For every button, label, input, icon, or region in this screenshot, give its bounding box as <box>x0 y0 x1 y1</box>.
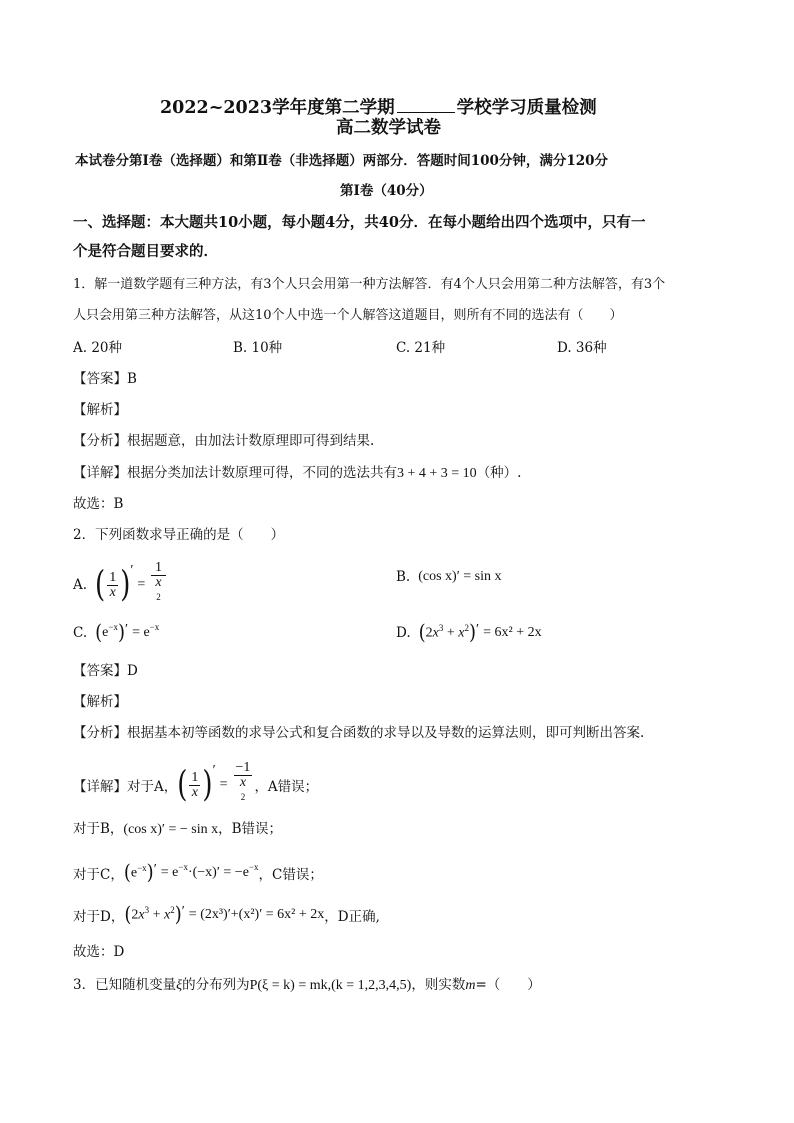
section-heading-line2: 个是符合题目要求的． <box>73 243 218 260</box>
q1-option-c: C. 21种 <box>396 340 446 356</box>
q2-option-a: A. ( $\frac{1}{x}$ ) ′ = 1 x $^2$ <box>73 561 168 610</box>
detail-text: 根据分类加法计数原理可得，不同的选法共有 <box>127 465 397 481</box>
exam-title <box>160 98 597 117</box>
q3-stem: 3．已知随机变量ξ的分布列为P(ξ = k) = mk,(k = 1,2,3,4,5)，则实数m=（ ） <box>73 977 541 993</box>
exam-title-right: 学校学习质量检测 <box>456 98 597 118</box>
answer-tag: 【答案】 <box>73 663 127 679</box>
fenxi-text: 根据基本初等函数的求导公式和复合函数的求导以及导数的运算法则，即可判断出答案. <box>127 725 645 741</box>
exam-title-left: 2022~2023学年度第二学期 <box>160 98 395 118</box>
q2-answer <box>73 662 138 680</box>
q2-option-a-label: A. <box>73 577 88 594</box>
q2-option-b-label: B. <box>396 569 411 585</box>
q1-stem-line2: 人只会用第三种方法解答，从这10个人中选一个人解答这道题目，则所有不同的选法有（ ） <box>73 308 623 323</box>
detail-expr: 3 + 4 + 3 = 10 <box>397 466 477 481</box>
section-heading-line1: 一、选择题：本大题共10小题，每小题4分，共40分．在每小题给出四个选项中，只有一 <box>73 214 646 231</box>
q2-detail-a: 【详解】 对于A， ( $\frac{1}{x}$ ) ′ = −1 x $^2$ ，A错误； <box>73 760 319 806</box>
q2-option-d-rhs: = 6x² + 2x <box>483 624 542 640</box>
q1-choose: 故选：B <box>73 496 124 512</box>
q2-choose: 故选：D <box>73 944 125 960</box>
q2-option-c: C. ( e $^{-x}$ ) ′ = e $^{-x}$ <box>73 620 160 645</box>
school-name-blank <box>397 98 455 113</box>
part-title: 第Ⅰ卷（40分） <box>340 183 433 199</box>
exam-intro: 本试卷分第Ⅰ卷（选择题）和第Ⅱ卷（非选择题）两部分．答题时间100分钟，满分120分 <box>75 153 609 169</box>
q2-stem: 2．下列函数求导正确的是（ ） <box>73 527 285 543</box>
fenxi-tag: 【分析】 <box>73 433 127 449</box>
q2-detail-c: 对于C， ( $e^{-x}$ ) ′ = e $^{-x}$ ·(−x)′ = −e $^{-x}$ ，C错误； <box>73 860 323 885</box>
q2-detail-b: 对于B，(cos x)′ = − sin x，B错误； <box>73 821 283 837</box>
q1-stem-line1: 1．解一道数学题有三种方法，有3个人只会用第一种方法解答．有4个人只会用第二种方法解答，有3个 <box>73 277 666 292</box>
fenxi-text: 根据题意，由加法计数原理即可得到结果. <box>127 433 375 449</box>
q2-option-b-expr: (cos x)′ = sin x <box>418 569 502 584</box>
answer-tag: 【答案】 <box>73 371 127 387</box>
q2-analysis-tag: 【解析】 <box>73 694 127 710</box>
q1-option-a: A. 20种 <box>73 340 123 356</box>
q1-detail <box>73 464 521 483</box>
q2-fenxi <box>73 724 644 742</box>
detail-text-end: （种）. <box>476 465 522 481</box>
detail-tag: 【详解】 <box>73 465 127 481</box>
exam-subtitle: 高二数学试卷 <box>336 118 441 138</box>
q1-answer <box>73 370 137 388</box>
answer-value: D <box>127 663 138 679</box>
q1-fenxi <box>73 432 374 450</box>
fenxi-tag: 【分析】 <box>73 725 127 741</box>
q1-option-d: D. 36种 <box>557 340 607 356</box>
q2-option-b <box>396 569 502 585</box>
q2-option-d: D. ( $2x^3 + x^2$ ) ′ = 6x² + 2x <box>396 620 542 645</box>
q2-detail-d: 对于D， ( $2x^3 + x^2$ ) ′ = (2x³)′+(x²)′ = 6x² + 2x ，D正确, <box>73 902 380 927</box>
answer-value: B <box>127 371 137 387</box>
q2-option-c-label: C. <box>73 624 88 641</box>
q2-option-d-label: D. <box>396 624 411 641</box>
q1-analysis-tag: 【解析】 <box>73 402 127 418</box>
detail-tag: 【详解】 <box>73 779 127 796</box>
q1-option-b: B. 10种 <box>233 340 283 356</box>
